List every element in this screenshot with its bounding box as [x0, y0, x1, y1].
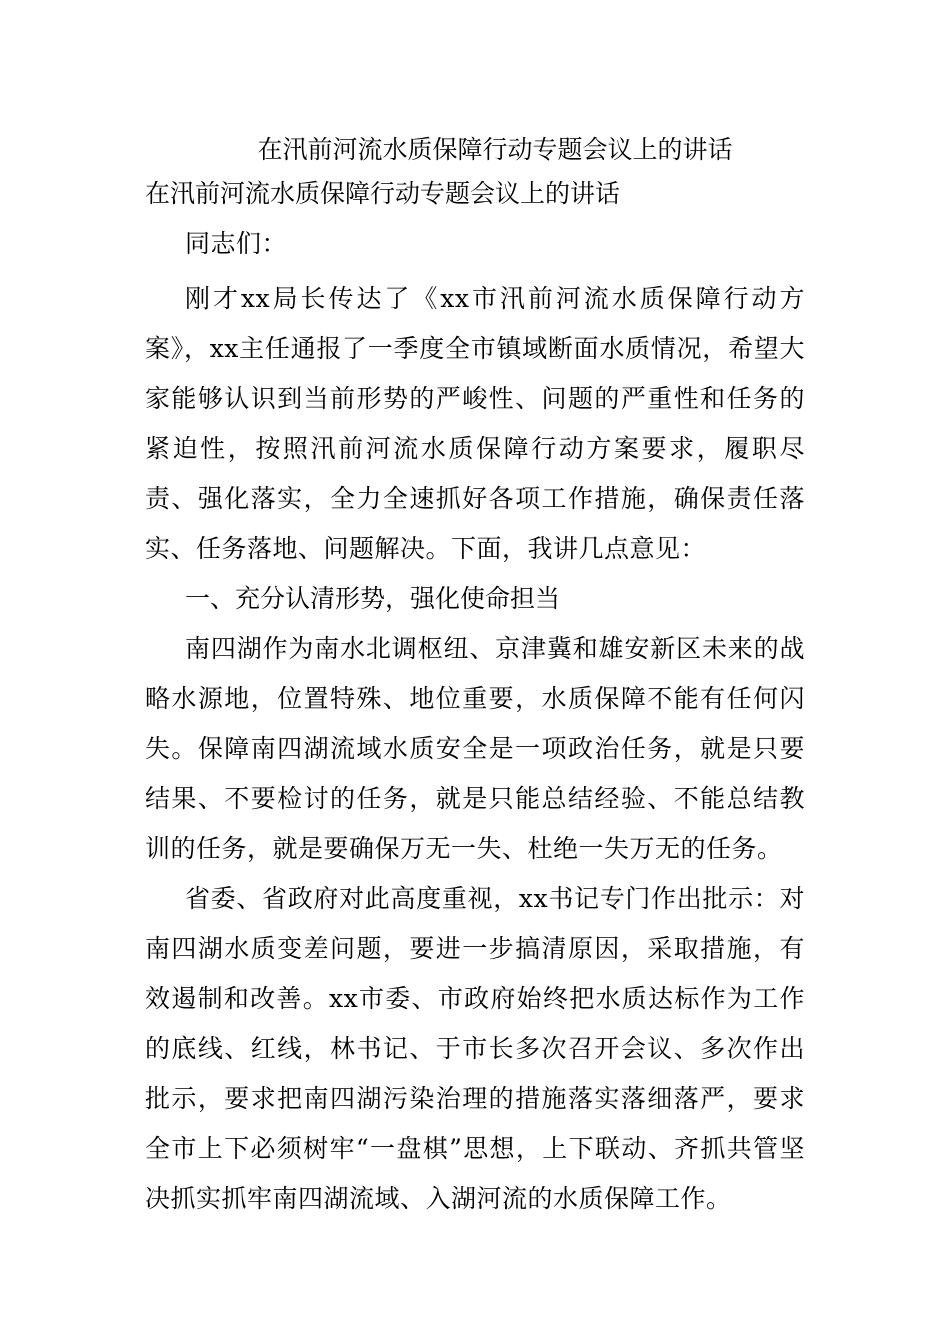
section1-paragraph-2: 省委、省政府对此高度重视，xx书记专门作出批示：对南四湖水质变差问题，要进一步搞清原因，采取措施，有效遏制和改善。xx市委、市政府始终把水质达标作为工作的底线、红线，林书记、于市长多次召开会议、多次作出批示，要求把南四湖污染治理的措施落实落细落严，要求全市上下必须树牢“一盘棋”思想，上下联动、齐抓共管坚决抓实抓牢南四湖流域、入湖河流的水质保障工作。	[145, 884, 805, 1213]
document-body	[145, 128, 805, 1224]
section-heading-1: 一、充分认清形势，强化使命担当	[185, 584, 561, 613]
intro-paragraph: 刚才xx局长传达了《xx市汛前河流水质保障行动方案》，xx主任通报了一季度全市镇域断面水质情况，希望大家能够认识到当前形势的严峻性、问题的严重性和任务的紧迫性，按照汛前河流水质保障行动方案要求，履职尽责、强化落实，全力全速抓好各项工作措施，确保责任落实、任务落地、问题解决。下面，我讲几点意见：	[145, 284, 805, 563]
document-title: 在汛前河流水质保障行动专题会议上的讲话	[257, 135, 733, 164]
salutation: 同志们：	[185, 229, 288, 258]
section1-paragraph-1: 南四湖作为南水北调枢纽、京津冀和雄安新区未来的战略水源地，位置特殊、地位重要，水质保障不能有任何闪失。保障南四湖流域水质安全是一项政治任务，就是只要结果、不要检讨的任务，就是只能总结经验、不能总结教训的任务，就是要确保万无一失、杜绝一失万无的任务。	[145, 634, 805, 863]
document-subtitle: 在汛前河流水质保障行动专题会议上的讲话	[145, 179, 621, 208]
